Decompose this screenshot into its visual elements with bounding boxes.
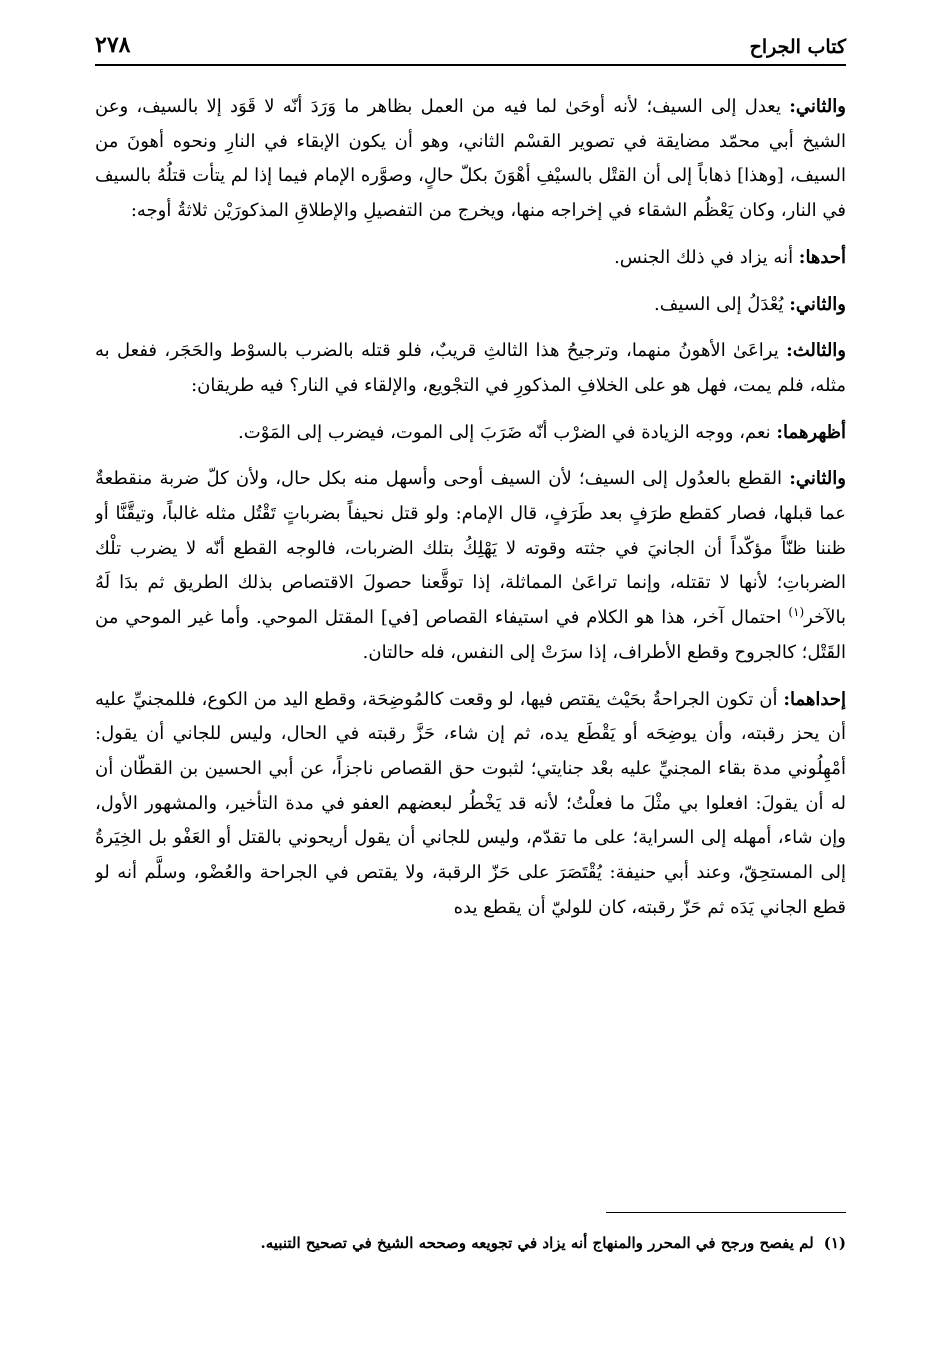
footnote-marker[interactable]: (١)	[788, 605, 805, 620]
paragraph	[95, 241, 846, 276]
paragraph-lead: إحداهما:	[783, 688, 846, 710]
paragraph-lead: والثاني:	[789, 468, 846, 490]
paragraph-text: احتمال آخر، هذا هو الكلام في استيفاء القصاص [في] المقتل الموحي. وأما غير الموحي من القَتْل؛ كالجروح وقطع الأطراف، إذا سرَتْ إلى النفس، فله حالتان.	[95, 607, 846, 663]
running-title: كتاب الجراح	[749, 36, 846, 58]
paragraph	[95, 462, 846, 670]
paragraph	[95, 288, 846, 323]
paragraph-text: نعم، ووجه الزيادة في الضرْب أنّه ضَرَبَ إلى الموت، فيضرب إلى المَوْت.	[238, 421, 777, 443]
paragraph	[95, 683, 846, 926]
paragraph	[95, 416, 846, 451]
paragraph-lead: والثاني:	[789, 293, 846, 315]
paragraph-lead: أظهرهما:	[776, 421, 846, 443]
paragraph	[95, 334, 846, 403]
footnote	[95, 1230, 846, 1256]
main-text	[95, 90, 846, 1200]
page-header	[95, 28, 846, 66]
footnote-number: (١)	[823, 1234, 846, 1252]
paragraph-text: يُعْدَلُ إلى السيف.	[654, 293, 790, 315]
footnote-divider	[606, 1212, 846, 1213]
paragraph-lead: أحدها:	[798, 246, 846, 268]
footnote-text: لم يفصح ورجح في المحرر والمنهاج أنه يزاد في تجويعه وصححه الشيخ في تصحيح التنبيه.	[260, 1234, 814, 1252]
paragraph-text: يراعَىٰ الأهونُ منهما، وترجيحُ هذا الثالثِ قريبٌ، فلو قتله بالضرب بالسوْط والحَجَر، ففعل به مثله، فلم يمت، فهل هو على الخلافِ المذكورِ في التجْويع، والإلقاء في النار؟ فيه طريقان:	[95, 340, 846, 396]
paragraph-lead: والثالث:	[786, 340, 846, 362]
paragraph-lead: والثاني:	[789, 96, 846, 117]
paragraph-text: أنه يزاد في ذلك الجنس.	[614, 246, 799, 268]
paragraph	[95, 90, 846, 229]
paragraph-text: أن تكون الجراحةُ بحَيْث يقتص فيها، لو وقعت كالمُوضِحَة، وقطع اليد من الكوع، فللمجنيِّ عليه أن يحز رقبته، وأن يوضِحَه أو يَقْطَع يده، ثم إن شاء، حَزَّ رقبته في الحال، وليس للجاني أن يقول: أمْهِلُوني مدة بقاء المجنيِّ عليه بعْد جنايتي؛ لثبوت حق القصاص ناجزاً، عن أبي الحسين بن القطّان أن له أن يقولَ: افعلوا بي مثْلَ ما فعلْتُ؛ لأنه قد يَخْطُر لبعضهم العفو في مدة التأخير، والمشهور الأول، وإن شاء، أمهله إلى السراية؛ على ما تقدّم، وليس للجاني أن يقول أريحوني بالقتل أو العَفْو بل الخِيَرةُ إلى المستحِقّ، وعند أبي حنيفة: يُقْتَصَرَ على حَزّ الرقبة، ولا يقتص في الجراحة والعُضْو، وسلَّم أنه لو قطع الجاني يَدَه ثم حَزّ رقبته، كان للوليّ أن يقطع يده	[95, 688, 846, 918]
page-number: ٢٧٨	[95, 32, 131, 58]
paragraph-text: يعدل إلى السيف؛ لأنه أوحَىٰ لما فيه من العمل بظاهر ما وَرَدَ أنّه لا قَوَد إلا بالسيف، وعن الشيخ أبي محمّد مضايقة في تصوير القسْم الثاني، وهو أن يكون الإبقاء في النارِ ونحوه أهونَ من السيف، [وهذا] ذهاباً إلى أن القتْل بالسيْفِ أهْوَنَ بكلّ حالٍ، وصوَّره الإمام فيما إذا لم يتأت قتلُهُ بالسيف في النار، وكان يَعْظُم الشقاء في إخراجه منها، ويخرج من التفصيلِ والإطلاقِ المذكورَيْن ثلاثةُ أوجه:	[95, 96, 846, 222]
paragraph-text: القطع بالعدُول إلى السيف؛ لأن السيف أوحى وأسهل منه بكل حال، ولأن كلّ ضربة منقطعةٌ عما قبلها، فصار كقطع طرَفٍ بعد طَرَفٍ، قال الإمام: ولو قتل نحيفاً بضرباتٍ تَقْتُل مثله غالباً، وتيقَّنَّا أو ظننا ظنّاً مؤكّداً أن الجانيَ في جثته وقوته لا يَهْلِكُ بتلك الضربات، فالوجه القطع أنّه لا يضرب تلْك الضرباتِ؛ لأنها لا تقتله، وإنما تراعَىٰ المماثلة، إذا توقَّعنا حصولَ الاقتصاص بذلك الطريق ثم بدَا لَهُ بالآخر	[95, 468, 846, 629]
